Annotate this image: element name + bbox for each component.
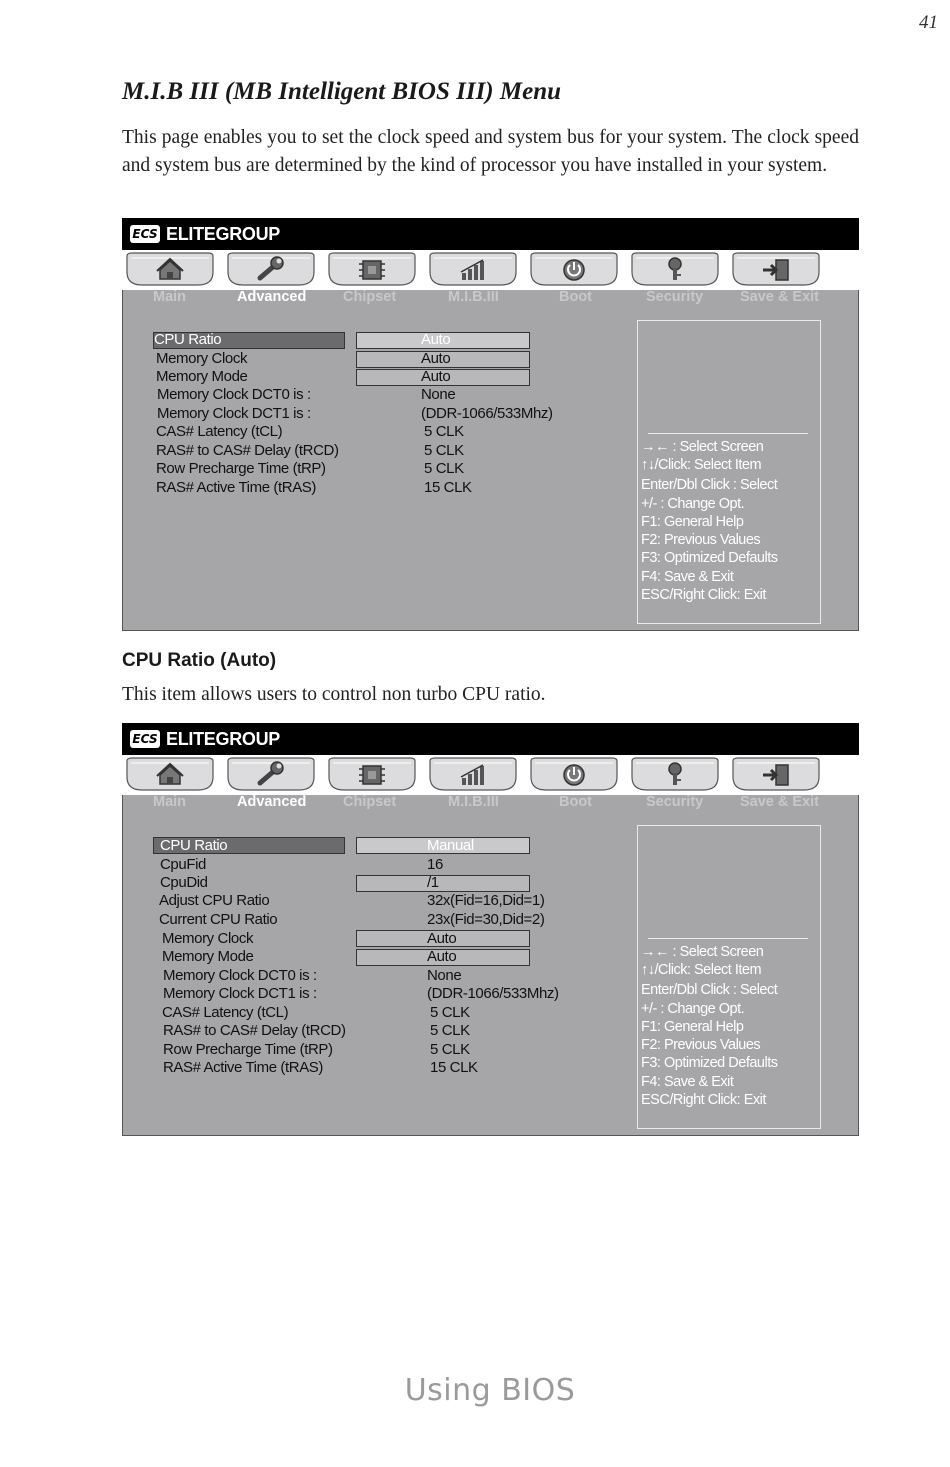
tab-advanced[interactable]: Advanced [237,794,307,810]
help-line: ESC/Right Click: Exit [641,1092,766,1108]
tab-icon-bar [122,250,859,290]
help-line: ↑↓/Click: Select Item [641,962,762,978]
help-panel [637,825,821,1129]
tab-chipset[interactable]: Chipset [343,794,397,810]
wrench-icon[interactable] [227,252,315,286]
setting-value: 5 CLK [430,1022,470,1039]
setting-value: 15 CLK [424,479,472,496]
setting-label: RAS# to CAS# Delay (tRCD) [156,442,339,459]
setting-value[interactable]: 16 [427,856,443,873]
tab-mib[interactable]: M.I.B.III [448,794,499,810]
page-number: 41 [919,12,938,33]
bar-chart-icon[interactable] [429,252,517,286]
setting-value-cpu-ratio[interactable]: Manual [427,837,474,854]
tab-boot[interactable]: Boot [559,794,593,810]
setting-value: (DDR-1066/533Mhz) [421,405,553,422]
chip-icon[interactable] [328,757,416,791]
help-panel [637,320,821,624]
home-icon[interactable] [126,757,214,791]
setting-label: RAS# Active Time (tRAS) [156,479,317,496]
setting-value[interactable]: Auto [427,948,457,965]
tab-icon-bar [122,755,859,795]
setting-label[interactable]: Memory Clock [162,930,254,947]
setting-value: 23x(Fid=30,Did=2) [427,911,545,928]
tab-main[interactable]: Main [153,289,187,305]
setting-label: Memory Clock DCT0 is : [163,967,317,984]
ecs-logo [130,728,280,750]
brand-name: ELITEGROUP [166,728,281,749]
tab-main[interactable]: Main [153,794,187,810]
setting-label: Adjust CPU Ratio [159,892,270,909]
setting-label[interactable]: CpuDid [160,874,208,891]
setting-value: 15 CLK [430,1059,478,1076]
help-line: ESC/Right Click: Exit [641,587,766,603]
setting-value: None [427,967,462,984]
key-icon[interactable] [631,252,719,286]
bios-panel [122,290,859,631]
tab-chipset[interactable]: Chipset [343,289,397,305]
brand-name: ELITEGROUP [166,223,281,244]
brand-bar [122,723,859,755]
tab-boot[interactable]: Boot [559,289,593,305]
setting-value: None [421,386,456,403]
page-heading: M.I.B III (MB Intelligent BIOS III) Menu [122,78,562,105]
setting-label: Memory Clock DCT0 is : [157,386,311,403]
help-line: ↑↓/Click: Select Item [641,457,762,473]
help-divider [648,938,808,939]
setting-label[interactable]: CpuFid [160,856,206,873]
help-line: Enter/Dbl Click : Select [641,982,778,998]
help-line: F1: General Help [641,1019,744,1035]
setting-label-cpu-ratio[interactable]: CPU Ratio [154,331,222,348]
bar-chart-icon[interactable] [429,757,517,791]
setting-label: RAS# Active Time (tRAS) [163,1059,324,1076]
tab-labels [123,795,860,813]
setting-label: Row Precharge Time (tRP) [163,1041,333,1058]
setting-value[interactable]: /1 [427,874,439,891]
help-line: →← : Select Screen [641,439,764,455]
bios-panel [122,795,859,1136]
setting-value-cpu-ratio[interactable]: Auto [421,331,451,348]
tab-save-exit[interactable]: Save & Exit [740,794,819,810]
help-line: +/- : Change Opt. [641,1001,745,1017]
help-line: F2: Previous Values [641,1037,761,1053]
footer-section-title: Using BIOS [404,1373,576,1408]
tab-advanced[interactable]: Advanced [237,289,307,305]
help-line: F4: Save & Exit [641,569,734,585]
help-line: Enter/Dbl Click : Select [641,477,778,493]
home-icon[interactable] [126,252,214,286]
bios-screenshot-auto [122,218,859,632]
setting-label: Current CPU Ratio [159,911,278,928]
help-line: F3: Optimized Defaults [641,1055,778,1071]
section-subheading: CPU Ratio (Auto) [122,650,277,671]
setting-label[interactable]: Memory Mode [156,368,248,385]
power-icon[interactable] [530,252,618,286]
intro-paragraph: This page enables you to set the clock speed and system bus for your system. The clock speed and system bus are determined by the kind of processor you have installed in your system. [122,127,859,176]
tab-mib[interactable]: M.I.B.III [448,289,499,305]
value-box[interactable] [356,875,530,892]
exit-door-icon[interactable] [732,757,820,791]
setting-value[interactable]: Auto [421,368,451,385]
setting-label: RAS# to CAS# Delay (tRCD) [163,1022,346,1039]
bios-screenshot-manual [122,723,859,1137]
setting-value: 5 CLK [424,442,464,459]
setting-value: 5 CLK [430,1041,470,1058]
setting-value[interactable]: Auto [421,350,451,367]
setting-label[interactable]: Memory Mode [162,948,254,965]
brand-bar [122,218,859,250]
ecs-logo-mark: ECS [130,225,160,243]
key-icon[interactable] [631,757,719,791]
setting-label: Row Precharge Time (tRP) [156,460,326,477]
exit-door-icon[interactable] [732,252,820,286]
help-line: F2: Previous Values [641,532,761,548]
setting-value: 5 CLK [430,1004,470,1021]
chip-icon[interactable] [328,252,416,286]
tab-security[interactable]: Security [646,794,704,810]
setting-label[interactable]: Memory Clock [156,350,248,367]
setting-label: Memory Clock DCT1 is : [157,405,311,422]
setting-value: 32x(Fid=16,Did=1) [427,892,545,909]
ecs-logo-mark: ECS [130,730,160,748]
setting-value[interactable]: Auto [427,930,457,947]
tab-save-exit[interactable]: Save & Exit [740,289,819,305]
setting-label: CAS# Latency (tCL) [156,423,283,440]
help-line: +/- : Change Opt. [641,496,745,512]
ecs-logo [130,223,280,245]
setting-label: Memory Clock DCT1 is : [163,985,317,1002]
help-line: →← : Select Screen [641,944,764,960]
help-line: F1: General Help [641,514,744,530]
section-paragraph: This item allows users to control non turbo CPU ratio. [122,684,546,705]
help-line: F3: Optimized Defaults [641,550,778,566]
wrench-icon[interactable] [227,757,315,791]
setting-value: 5 CLK [424,460,464,477]
setting-label-cpu-ratio[interactable]: CPU Ratio [160,837,228,854]
help-divider [648,433,808,434]
tab-security[interactable]: Security [646,289,704,305]
setting-value: (DDR-1066/533Mhz) [427,985,559,1002]
setting-value: 5 CLK [424,423,464,440]
help-line: F4: Save & Exit [641,1074,734,1090]
power-icon[interactable] [530,757,618,791]
tab-labels [123,290,860,308]
setting-label: CAS# Latency (tCL) [162,1004,289,1021]
